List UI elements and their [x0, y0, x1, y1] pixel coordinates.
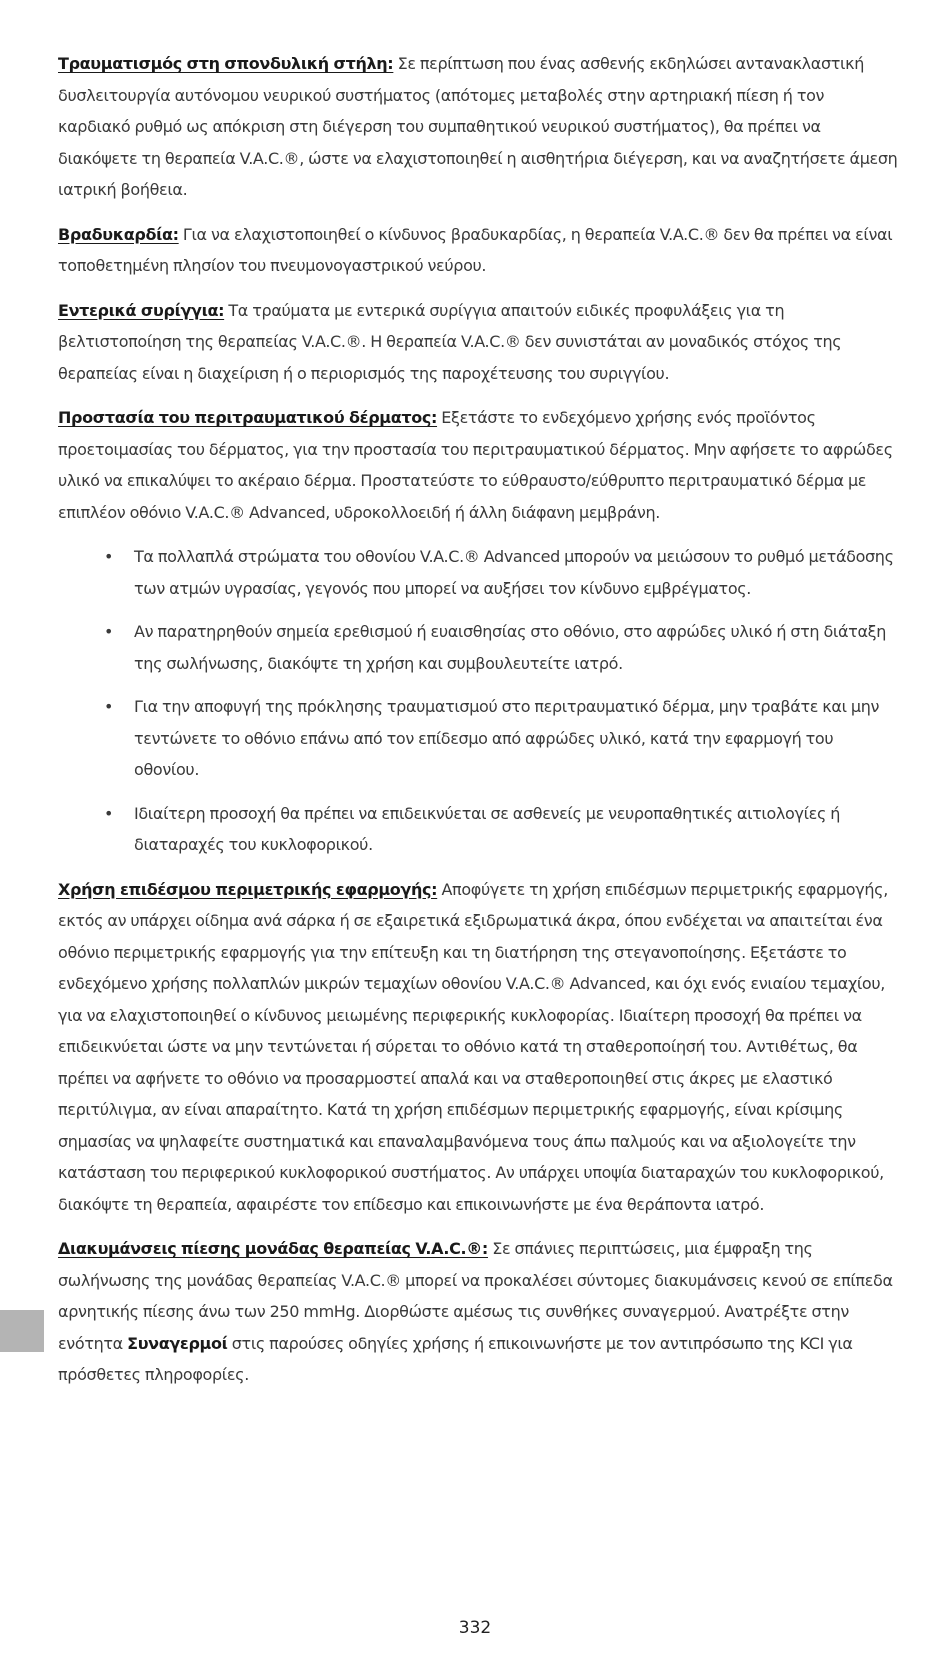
list-item [58, 541, 900, 604]
bullet-icon: • [104, 622, 114, 641]
text-pressure-fluctuations-part2: στις παρούσες οδηγίες χρήσης ή επικοινωνήστε με τον αντιπρόσωπο της KCI για πρόσθετες πληροφορίες. [58, 1333, 853, 1384]
text-pressure-fluctuations-part1: Σε σπάνιες περιπτώσεις, μια έμφραξη της σωλήνωσης της μονάδας θεραπείας V.A.C.® μπορεί να προκαλέσει σύντομες διακυμάνσεις κενού σε επίπεδα αρνητικής πίεσης άνω των 250 mmHg. Διορθώστε αμέσως τις συνθήκες συναγερμού. Ανατρέξτε στην ενότητα [58, 1239, 893, 1353]
heading-enteric-fistulas: Εντερικά συρίγγια: [58, 300, 225, 320]
text-enteric-fistulas: Τα τραύματα με εντερικά συρίγγια απαιτούν ειδικές προφυλάξεις για τη βελτιστοποίηση της θεραπείας V.A.C.®. Η θεραπεία V.A.C.® δεν συνιστάται αν μοναδικός στόχος της θεραπείας είναι η διαχείριση ή ο περιορισμός της παροχέτευσης του συριγγίου. [58, 300, 842, 383]
page-number: 332 [458, 1618, 492, 1638]
heading-pressure-fluctuations: Διακυμάνσεις πίεσης μονάδας θεραπείας V.A.C.®: [58, 1239, 488, 1258]
text-spinal-injury: Σε περίπτωση που ένας ασθενής εκδηλώσει αντανακλαστική δυσλειτουργία αυτόνομου νευρικού συστήματος (απότομες μεταβολές στην αρτηριακή πίεση ή τον καρδιακό ρυθμό ως απόκριση στη διέγερση του συμπαθητικού νευρικού συστήματος), θα πρέπει να διακόψετε τη θεραπεία V.A.C.®, ώστε να ελαχιστοποιηθεί η αισθητήρια διέγερση, και να αναζητήσετε άμεση ιατρική βοήθεια. [58, 54, 898, 199]
paragraph-bradycardia [58, 219, 900, 282]
list-item [58, 691, 900, 786]
list-item-text: Αν παρατηρηθούν σημεία ερεθισμού ή ευαισθησίας στο οθόνιο, στο αφρώδες υλικό ή στη διάταξη της σωλήνωσης, διακόψτε τη χρήση και συμβουλευτείτε ιατρό. [134, 622, 887, 673]
bullet-icon: • [104, 697, 114, 716]
heading-spinal-injury: Τραυματισμός στη σπονδυλική στήλη: [58, 54, 394, 73]
list-item [58, 798, 900, 861]
paragraph-periwound-protection [58, 402, 900, 528]
page-content [58, 48, 900, 1404]
paragraph-circumferential-dressing [58, 874, 900, 1221]
section-side-tab [0, 1310, 44, 1352]
list-item-text: Τα πολλαπλά στρώματα του οθονίου V.A.C.® Advanced μπορούν να μειώσουν το ρυθμό μετάδοσης των ατμών υγρασίας, γεγονός που μπορεί να αυξήσει τον κίνδυνο εμβρέγματος. [134, 547, 894, 598]
paragraph-spinal-injury [58, 48, 900, 206]
periwound-bullet-list [58, 541, 900, 861]
list-item-text: Για την αποφυγή της πρόκλησης τραυματισμού στο περιτραυματικό δέρμα, μην τραβάτε και μην τεντώνετε το οθόνιο επάνω από τον επίδεσμο από αφρώδες υλικό, κατά την εφαρμογή του οθονίου. [134, 697, 880, 779]
text-circumferential-dressing: Αποφύγετε τη χρήση επιδέσμων περιμετρικής εφαρμογής, εκτός αν υπάρχει οίδημα ανά σάρκα ή σε εξαιρετικά εξιδρωματικά άκρα, όπου ενδέχεται να απαιτείται ένα οθόνιο περιμετρικής εφαρμογής για την επίτευξη και τη διατήρηση της στεγανοποίησης. Εξετάστε το ενδεχόμενο χρήσης πολλαπλών μικρών τεμαχίων οθονίου V.A.C.® Advanced, και όχι ενός ενιαίου τεμαχίου, για να ελαχιστοποιηθεί ο κίνδυνος μειωμένης περιφερικής κυκλοφορίας. Ιδιαίτερη προσοχή θα πρέπει να επιδεικνύεται ώστε να μην τεντώνεται ή σύρεται το οθόνιο κατά τη σταθεροποίησή του. Αντιθέτως, θα πρέπει να αφήνετε το οθόνιο να προσαρμοστεί απαλά και να σταθεροποιηθεί στις άκρες με ελαστικό περιτύλιγμα, αν είναι απαραίτητο. Κατά τη χρήση επιδέσμων περιμετρικής εφαρμογής, είναι κρίσιμης σημασίας να ψηλαφείτε συστηματικά και επαναλαμβανόμενα τους άπω παλμούς και να αξιολογείτε την κατάσταση του περιφερικού κυκλοφορικού συστήματος. Αν υπάρχει υποψία διαταραχών του κυκλοφορικού, διακόψτε τη θεραπεία, αφαιρέστε τον επίδεσμο και επικοινωνήστε με ένα θεράποντα ιατρό. [58, 879, 888, 1214]
text-periwound-protection: Εξετάστε το ενδεχόμενο χρήσης ενός προϊόντος προετοιμασίας του δέρματος, για την προστασία του περιτραυματικού δέρματος. Μην αφήσετε το αφρώδες υλικό να επικαλύψει το ακέραιο δέρμα. Προστατεύστε το εύθραυστο/εύθρυπτο περιτραυματικό δέρμα με επιπλέον οθόνιο V.A.C.® Advanced, υδροκολλοειδή ή άλλη διάφανη μεμβράνη. [58, 408, 893, 522]
list-item-text: Ιδιαίτερη προσοχή θα πρέπει να επιδεικνύεται σε ασθενείς με νευροπαθητικές αιτιολογίες ή διαταραχές του κυκλοφορικού. [134, 803, 841, 854]
heading-periwound-protection: Προστασία του περιτραυματικού δέρματος: [58, 408, 438, 427]
heading-bradycardia: Βραδυκαρδία: [58, 224, 179, 244]
paragraph-pressure-fluctuations [58, 1233, 900, 1391]
bullet-icon: • [104, 803, 114, 823]
text-bradycardia: Για να ελαχιστοποιηθεί ο κίνδυνος βραδυκαρδίας, η θεραπεία V.A.C.® δεν θα πρέπει να είναι τοποθετημένη πλησίον του πνευμονογαστρικού νεύρου. [58, 224, 893, 275]
list-item [58, 616, 900, 679]
alarms-section-reference: Συναγερμοί [127, 1333, 228, 1353]
bullet-icon: • [104, 547, 114, 566]
paragraph-enteric-fistulas [58, 295, 900, 390]
heading-circumferential-dressing: Χρήση επιδέσμου περιμετρικής εφαρμογής: [58, 879, 438, 899]
